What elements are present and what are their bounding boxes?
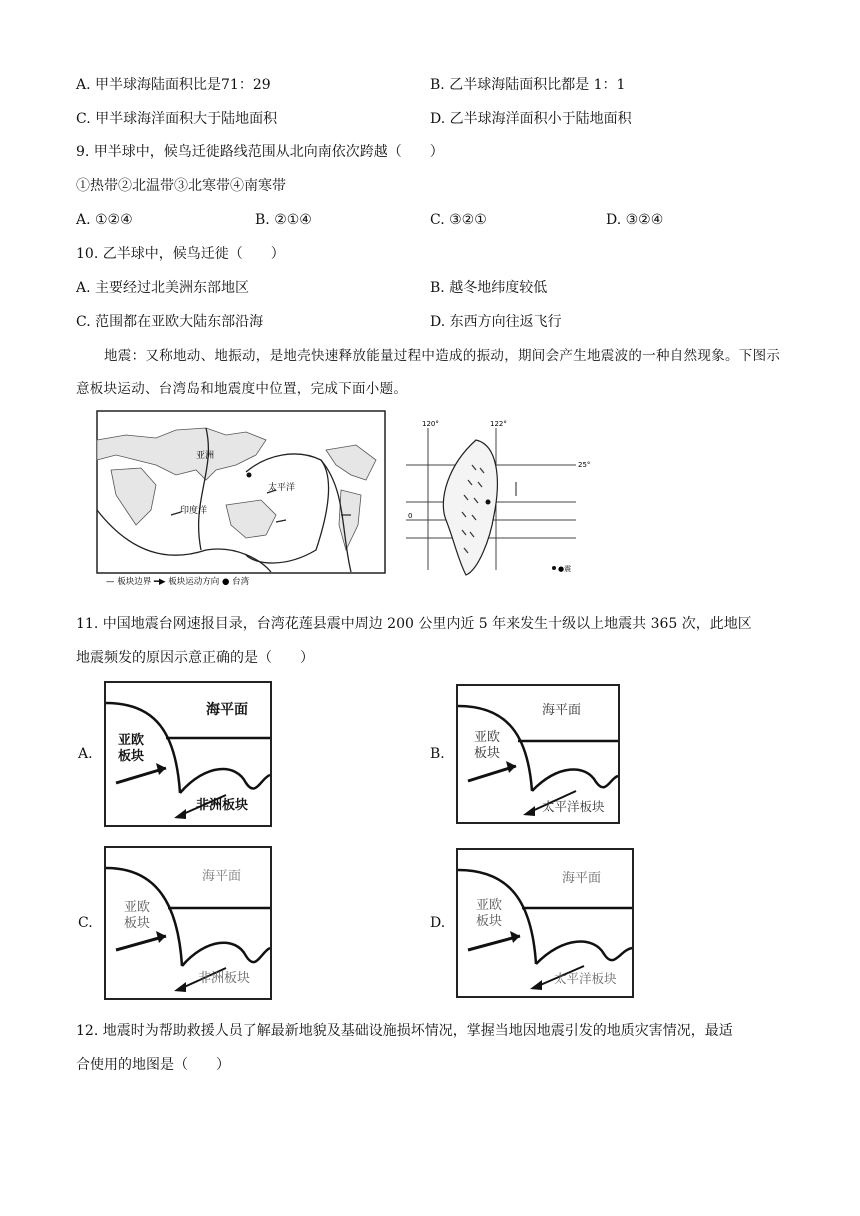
map-label-asia: 亚洲: [196, 451, 215, 461]
q11-b-upper-plate: 亚欧 板块: [474, 730, 501, 761]
q11-b-lower-plate: 太平洋板块: [542, 799, 605, 814]
q9-option-c: C. ③②①: [430, 212, 487, 228]
q11-d-upper-plate: 亚欧 板块: [476, 898, 503, 929]
q11-option-a-letter: A.: [78, 746, 93, 762]
q9-option-d: D. ③②④: [606, 212, 664, 228]
q11-option-d-diagram: [456, 848, 634, 998]
q12-stem-line1: 12. 地震时为帮助救援人员了解最新地貌及基础设施损坏情况，掌握当地因地震引发的地质灾害情况，最适: [76, 1023, 733, 1039]
q11-c-upper-plate: 亚欧 板块: [124, 900, 151, 931]
q11-option-b-diagram: [456, 684, 620, 824]
plate-map-svg: [96, 410, 386, 586]
q11-d-sea-level: 海平面: [562, 871, 602, 886]
q11-a-lower-plate: 非洲板块: [196, 798, 249, 813]
taiwan-legend: ●震: [558, 565, 572, 573]
q10-option-a: A. 主要经过北美洲东部地区: [76, 280, 250, 296]
q11-option-c-letter: C.: [78, 915, 93, 931]
q11-a-upper-plate: 亚欧 板块: [118, 733, 145, 764]
map-legend: — 板块边界 ━▶ 板块运动方向 ● 台湾: [106, 577, 250, 587]
q8-option-d: D. 乙半球海洋面积小于陆地面积: [430, 111, 632, 127]
q11-a-sea-level: 海平面: [206, 702, 248, 718]
q11-option-c-diagram: [104, 846, 272, 1000]
q11-c-sea-level: 海平面: [202, 869, 242, 884]
q11-c-lower-plate: 非洲板块: [198, 971, 251, 986]
q11-option-b-letter: B.: [430, 746, 445, 762]
taiwan-svg: [406, 420, 591, 586]
lon-label-122: 122°: [490, 420, 507, 428]
q12-stem-line2: 合使用的地图是（ ）: [76, 1057, 230, 1073]
lon-label-120: 120°: [422, 420, 439, 428]
q11-d-lower-plate: 太平洋板块: [554, 971, 617, 986]
q11-stem-line1: 11. 中国地震台网速报目录，台湾花莲县震中周边 200 公里内近 5 年来发生十级以上地震共 365 次，此地区: [76, 616, 752, 632]
q8-option-a: A. 甲半球海陆面积比是71：29: [76, 77, 271, 93]
q8-option-b: B. 乙半球海陆面积比都是 1：1: [430, 77, 626, 93]
lat-label-0: 0: [408, 512, 413, 520]
q9-choices: ①热带②北温带③北寒带④南寒带: [76, 178, 286, 194]
q11-option-d-letter: D.: [430, 915, 446, 931]
earthquake-intro: 地震：又称地动、地振动，是地壳快速释放能量过程中造成的振动，期间会产生地震波的一种自然现象。下图示意板块运动、台湾岛和地震度中位置，完成下面小题。: [76, 348, 781, 397]
q9-option-b: B. ②①④: [255, 212, 312, 228]
epicenter-dot: [486, 500, 491, 505]
plate-map-figure: [96, 410, 386, 586]
lat-label-25: 25°: [578, 461, 591, 469]
q11-option-a-diagram: [104, 681, 272, 827]
q10-option-c: C. 范围都在亚欧大陆东部沿海: [76, 314, 264, 330]
q11-stem-line2: 地震频发的原因示意正确的是（ ）: [76, 650, 314, 666]
map-label-indian-ocean: 印度洋: [180, 506, 208, 516]
taiwan-figure: [406, 420, 591, 586]
q10-option-b: B. 越冬地纬度较低: [430, 280, 548, 296]
q9-stem: 9. 甲半球中，候鸟迁徙路线范围从北向南依次跨越（ ）: [76, 144, 444, 160]
q10-option-d: D. 东西方向往返飞行: [430, 314, 562, 330]
q8-option-c: C. 甲半球海洋面积大于陆地面积: [76, 111, 278, 127]
taiwan-dot: [247, 473, 252, 478]
map-label-pacific: 太平洋: [268, 483, 296, 493]
q10-stem: 10. 乙半球中，候鸟迁徙（ ）: [76, 246, 285, 262]
q11-b-sea-level: 海平面: [542, 703, 582, 718]
q9-option-a: A. ①②④: [76, 212, 133, 228]
